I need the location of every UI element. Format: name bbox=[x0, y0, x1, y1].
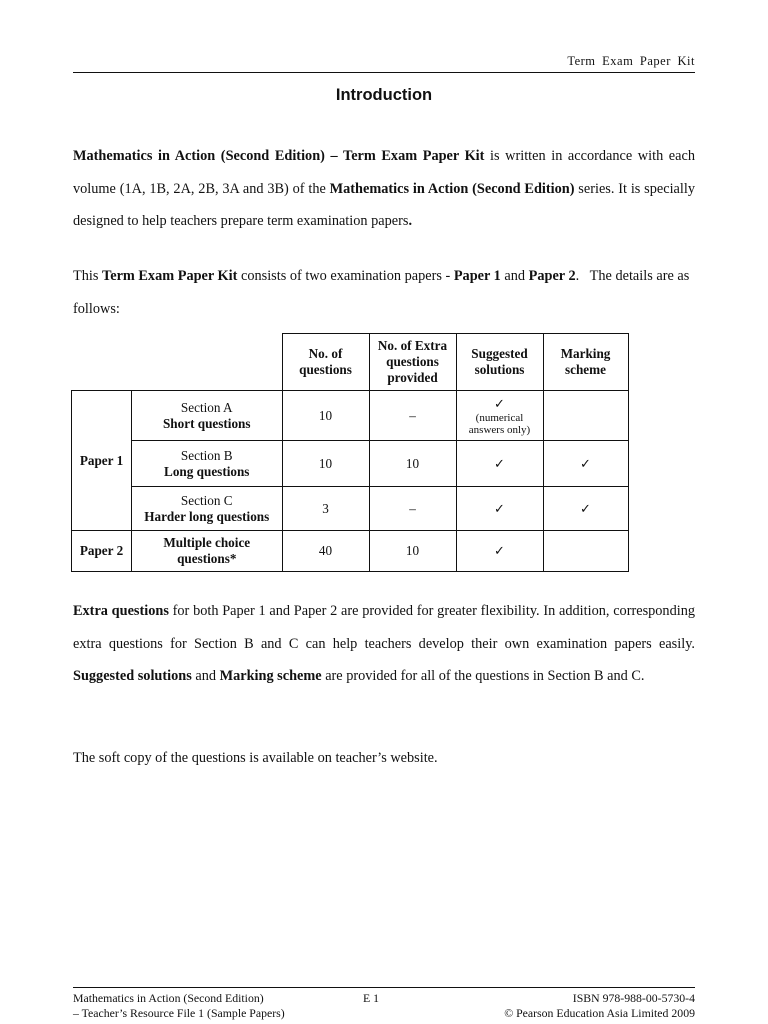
intro-end-period: . bbox=[408, 213, 413, 229]
marking-cell bbox=[543, 441, 628, 487]
extra-questions-cell: 10 bbox=[369, 441, 456, 487]
details-paper2: Paper 2 bbox=[528, 268, 576, 284]
check-icon: ✓ bbox=[493, 455, 506, 471]
details-paragraph bbox=[73, 260, 695, 325]
intro-paragraph bbox=[73, 140, 695, 238]
intro-text-2: series. It is specially designed to help teachers prepare term examination papers bbox=[73, 180, 695, 229]
num-questions-cell: 3 bbox=[282, 487, 369, 531]
page-title: Introduction bbox=[335, 86, 433, 104]
header-suggested-solutions: Suggested solutions bbox=[456, 334, 543, 391]
table-row bbox=[72, 441, 629, 487]
table-header-row bbox=[72, 334, 629, 391]
extra-questions-cell: 10 bbox=[369, 531, 456, 572]
extra-questions-cell: – bbox=[369, 487, 456, 531]
header-no-of-questions: No. of questions bbox=[282, 334, 369, 391]
check-icon: ✓ bbox=[579, 455, 592, 471]
marking-scheme-term: Marking scheme bbox=[219, 668, 322, 684]
details-text-1: This bbox=[73, 268, 102, 284]
series-title: Mathematics in Action (Second Edition) bbox=[329, 180, 575, 197]
marking-cell bbox=[543, 487, 628, 531]
footer-rule bbox=[73, 987, 695, 988]
page-number: E 1 bbox=[362, 991, 380, 1005]
solutions-cell: ✓ (numerical answers only) bbox=[456, 391, 543, 441]
check-icon: ✓ bbox=[493, 500, 506, 516]
paper1-label: Paper 1 bbox=[72, 391, 132, 531]
check-icon: ✓ bbox=[493, 543, 506, 558]
table-row bbox=[72, 487, 629, 531]
footer-book-info: Mathematics in Action (Second Edition) – Teacher’s Resource File 1 (Sample Papers) bbox=[73, 991, 285, 1020]
section-cell: Multiple choice questions* bbox=[132, 531, 283, 572]
solutions-cell bbox=[456, 531, 543, 572]
footer-publisher-info: ISBN 978-988-00-5730-4 © Pearson Education Asia Limited 2009 bbox=[504, 991, 695, 1020]
paper2-label: Paper 2 bbox=[72, 531, 132, 572]
soft-copy-note: The soft copy of the questions is available on teacher’s website. bbox=[73, 750, 438, 766]
num-questions-cell: 40 bbox=[282, 531, 369, 572]
section-cell: Section C Harder long questions bbox=[132, 487, 283, 531]
section-cell: Section A Short questions bbox=[132, 391, 283, 441]
marking-cell bbox=[543, 391, 628, 441]
table-row bbox=[72, 391, 629, 441]
check-icon: ✓ bbox=[579, 500, 592, 516]
details-text-3: and bbox=[500, 268, 529, 284]
header-marking-scheme: Marking scheme bbox=[543, 334, 628, 391]
table-row bbox=[72, 531, 629, 572]
check-icon: ✓ bbox=[493, 395, 506, 411]
extra-questions-term: Extra questions bbox=[73, 603, 169, 619]
header-rule bbox=[73, 72, 695, 73]
extra-questions-paragraph: Extra questions for both Paper 1 and Paper 2 are provided for greater flexibility. In addition, corresponding extra questions for Section B and C can help teachers develop their own examination papers easily. Suggested solutions and Marking scheme are provided for all of the questions in Section B and C. bbox=[73, 603, 695, 684]
section-cell: Section B Long questions bbox=[132, 441, 283, 487]
marking-cell bbox=[543, 531, 628, 572]
num-questions-cell: 10 bbox=[282, 391, 369, 441]
header-extra-questions: No. of Extra questions provided bbox=[369, 334, 456, 391]
details-kit: Term Exam Paper Kit bbox=[102, 268, 238, 284]
intro-text-1: is written in accordance with each volume (1A, 1B, 2A, 2B, 3A and 3B) of the bbox=[73, 148, 695, 197]
details-text-2: consists of two examination papers - bbox=[237, 268, 454, 284]
exam-paper-table bbox=[71, 333, 629, 572]
solutions-cell bbox=[456, 487, 543, 531]
details-paper1: Paper 1 bbox=[453, 268, 501, 284]
suggested-solutions-term: Suggested solutions bbox=[73, 668, 192, 684]
extra-questions-cell: – bbox=[369, 391, 456, 441]
details-text-4: . The details are as follows: bbox=[73, 268, 693, 317]
running-header: Term Exam Paper Kit bbox=[567, 54, 695, 68]
book-title: Mathematics in Action (Second Edition) – Term Exam Paper Kit bbox=[73, 148, 485, 164]
num-questions-cell: 10 bbox=[282, 441, 369, 487]
solutions-cell bbox=[456, 441, 543, 487]
